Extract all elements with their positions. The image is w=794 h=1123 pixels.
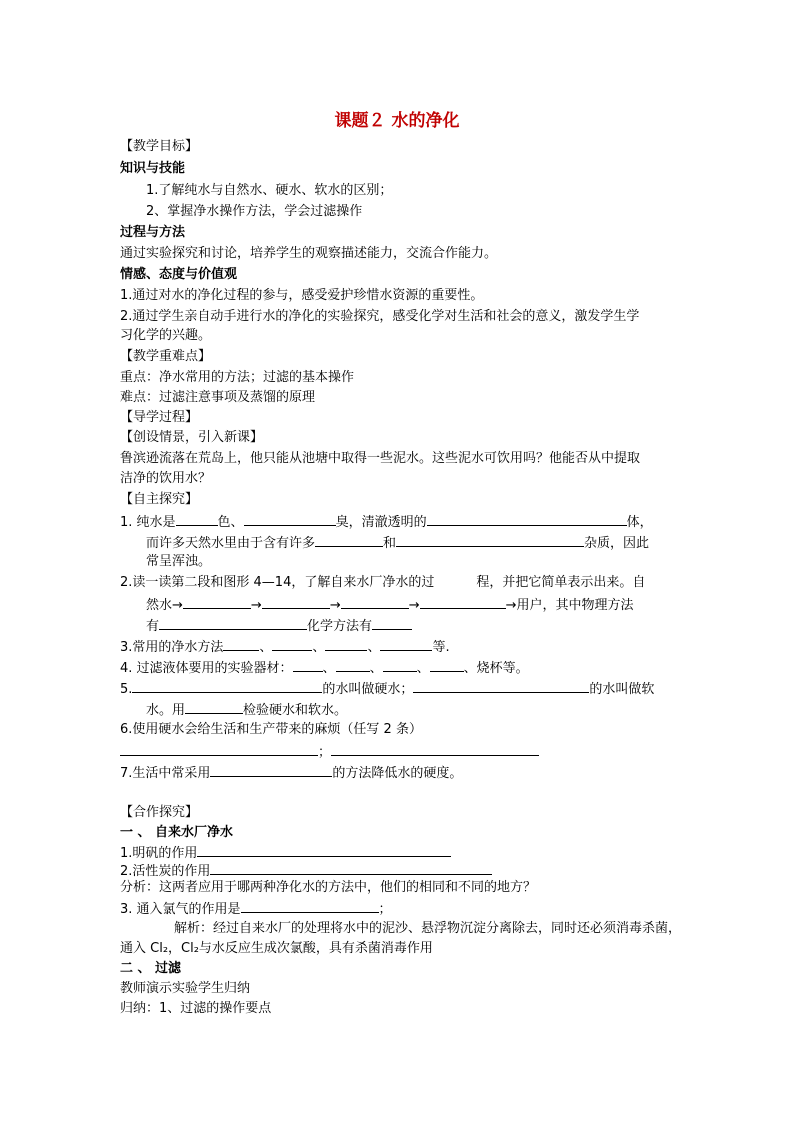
- question-4: 4. 过滤液体要用的实验器材： 、 、 、 、烧杯等。: [120, 658, 529, 678]
- blank[interactable]: [185, 700, 243, 714]
- explanation-line1: 解析：经过自来水厂的处理将水中的泥沙、悬浮物沉淀分离除去，同时还必须消毒杀菌，: [174, 921, 682, 936]
- section-heading-objectives: 【教学目标】: [120, 139, 199, 154]
- blank[interactable]: [241, 899, 379, 913]
- blank[interactable]: [372, 616, 412, 630]
- blank[interactable]: [262, 595, 330, 609]
- section-heading-process: 【导学过程】: [120, 410, 199, 425]
- question-5-line1: 5. 的水叫做硬水； 的水叫做软: [120, 679, 654, 699]
- question-6-answers: ；: [120, 742, 539, 762]
- blank[interactable]: [293, 658, 323, 672]
- lesson-title: 课题２ 水的净化: [334, 111, 460, 131]
- blank[interactable]: [244, 512, 336, 526]
- explanation-line2: 通入 Cl₂，Cl₂与水反应生成次氯酸，具有杀菌消毒作用: [120, 941, 433, 956]
- objective-1: 1.了解纯水与自然水、硬水、软水的区别；: [146, 183, 393, 198]
- intro-text-line1: 鲁滨逊流落在荒岛上，他只能从池塘中取得一些泥水。这些泥水可饮用吗？他能否从中提取: [120, 451, 641, 466]
- filtration-demo: 教师演示实验学生归纳: [120, 981, 251, 996]
- blank[interactable]: [210, 763, 332, 777]
- question-2-line2: 然水→ → → → →用户，其中物理方法: [146, 595, 634, 615]
- blank[interactable]: [120, 742, 318, 756]
- subsection-filtration: 二 、 过滤: [120, 961, 182, 976]
- blank[interactable]: [197, 843, 451, 857]
- question-2-line3: 有 化学方法有: [146, 616, 412, 636]
- question-7: 7.生活中常采用 的方法降低水的硬度。: [120, 763, 462, 783]
- process-text: 通过实验探究和讨论，培养学生的观察描述能力，交流合作能力。: [120, 246, 498, 261]
- attitude-1: 1.通过对水的净化过程的参与，感受爱护珍惜水资源的重要性。: [120, 288, 484, 303]
- subsection-waterworks: 一 、 自来水厂净水: [120, 825, 234, 840]
- attitude-2-line2: 习化学的兴趣。: [120, 328, 212, 343]
- blank[interactable]: [420, 595, 506, 609]
- question-6: 6.使用硬水会给生活和生产带来的麻烦（任写 2 条）: [120, 722, 422, 737]
- blank[interactable]: [336, 658, 370, 672]
- question-1-line2: 而许多天然水里由于含有许多 和 杂质，因此: [146, 533, 649, 553]
- blank[interactable]: [413, 679, 589, 693]
- key-point: 重点：净水常用的方法；过滤的基本操作: [120, 370, 355, 385]
- question-1-line1: 1. 纯水是 色、 臭，清澈透明的 体，: [120, 512, 653, 532]
- section-heading-cooperative: 【合作探究】: [120, 805, 199, 820]
- subheading-attitude: 情感、态度与价值观: [120, 267, 238, 282]
- attitude-2-line1: 2.通过学生亲自动手进行水的净化的实验探究，感受化学对生活和社会的意义，激发学生学: [120, 309, 640, 324]
- blank[interactable]: [427, 512, 627, 526]
- section-heading-self-study: 【自主探究】: [120, 492, 199, 507]
- objective-2: 2、掌握净水操作方法，学会过滤操作: [146, 204, 363, 219]
- blank[interactable]: [183, 595, 251, 609]
- question-3: 3.常用的净水方法 、 、 、 等.: [120, 637, 450, 657]
- difficult-point: 难点：过滤注意事项及蒸馏的原理: [120, 390, 316, 405]
- activated-carbon-function: 2.活性炭的作用: [120, 861, 492, 881]
- blank[interactable]: [331, 742, 539, 756]
- filtration-summary: 归纳：1、过滤的操作要点: [120, 1001, 272, 1016]
- blank[interactable]: [132, 679, 322, 693]
- blank[interactable]: [223, 637, 259, 651]
- section-heading-keypoints: 【教学重难点】: [120, 349, 212, 364]
- blank[interactable]: [159, 616, 307, 630]
- subheading-knowledge: 知识与技能: [120, 161, 186, 176]
- section-heading-intro: 【创设情景，引入新课】: [120, 430, 264, 445]
- blank[interactable]: [325, 637, 367, 651]
- blank[interactable]: [176, 512, 218, 526]
- chlorine-function: 3. 通入氯气的作用是 ；: [120, 899, 392, 919]
- blank[interactable]: [383, 658, 417, 672]
- intro-text-line2: 洁净的饮用水？: [120, 471, 212, 486]
- blank[interactable]: [272, 637, 312, 651]
- blank[interactable]: [315, 533, 383, 547]
- alum-function: 1.明矾的作用: [120, 843, 451, 863]
- blank[interactable]: [430, 658, 464, 672]
- subheading-process: 过程与方法: [120, 225, 186, 240]
- blank[interactable]: [341, 595, 409, 609]
- question-1-line3: 常呈浑浊。: [146, 554, 212, 569]
- analysis-question: 分析：这两者应用于哪两种净化水的方法中，他们的相同和不同的地方？: [120, 880, 537, 895]
- question-5-line2: 水。用 检验硬水和软水。: [146, 700, 347, 720]
- question-2-line1: 2.读一读第二段和图形 4—14，了解自来水厂净水的过 程，并把它简单表示出来。自: [120, 575, 646, 590]
- blank[interactable]: [210, 861, 492, 875]
- blank[interactable]: [396, 533, 584, 547]
- blank[interactable]: [380, 637, 432, 651]
